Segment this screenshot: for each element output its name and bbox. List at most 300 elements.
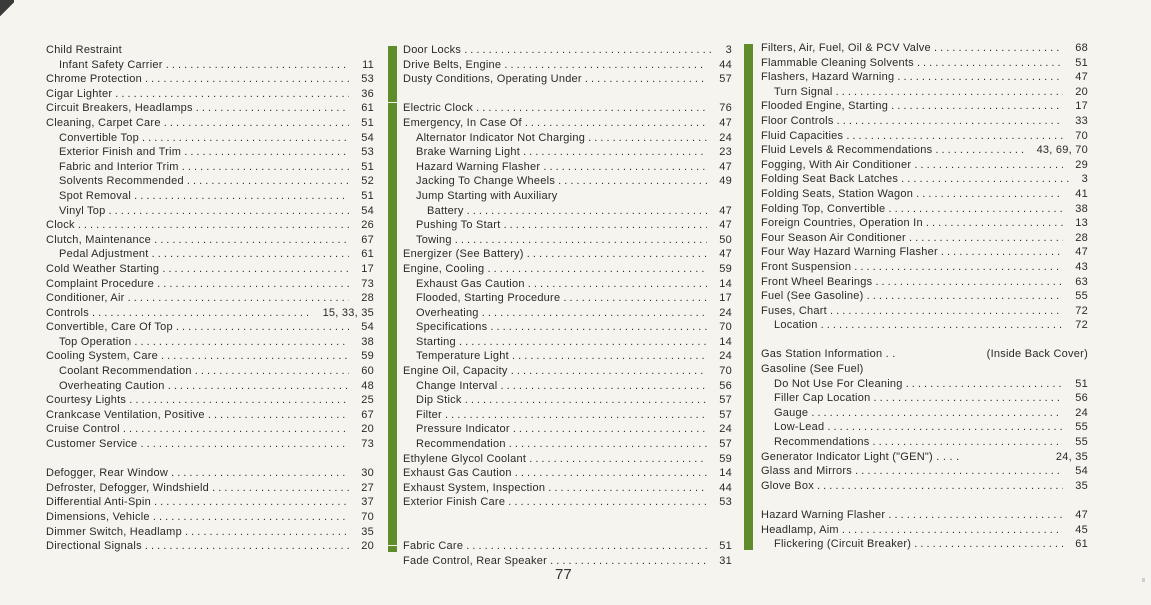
index-entry: [403, 160, 732, 175]
index-entry-page: 55: [1075, 436, 1088, 449]
index-entry-label: Do Not Use For Cleaning . . .: [774, 377, 1063, 392]
index-entry-label: Dimensions, Vehicle . . .: [46, 510, 349, 525]
index-entry-page: 51: [361, 116, 374, 129]
index-entry-page: 20: [1075, 85, 1088, 98]
index-entry-page: 54: [361, 131, 374, 144]
index-entry: [761, 202, 1088, 217]
index-entry-label: Pushing To Start . . .: [416, 218, 707, 233]
index-entry-page: 59: [361, 350, 374, 363]
index-entry-label: Complaint Procedure . . .: [46, 277, 349, 292]
index-entry-label: Four Way Hazard Warning Flasher . . .: [761, 245, 1063, 260]
index-entry: [403, 189, 732, 204]
index-entry-label: Directional Signals . . .: [46, 539, 349, 554]
index-entry: [403, 247, 732, 262]
index-entry: [403, 218, 732, 233]
index-entry-page: 11: [362, 58, 374, 71]
index-entry-label: Fluid Capacities . . .: [761, 129, 1063, 144]
index-entry-page: 15, 33, 35: [322, 306, 374, 319]
index-entry: [46, 247, 374, 262]
index-entry-label: Customer Service . . .: [46, 437, 349, 452]
index-entry: [46, 87, 374, 102]
index-entry-page: 47: [719, 204, 732, 217]
index-entry-page: 24: [719, 131, 732, 144]
index-entry: [403, 101, 732, 116]
index-entry: [46, 422, 374, 437]
index-entry: [403, 437, 732, 452]
index-entry: [761, 158, 1088, 173]
index-entry-label: Differential Anti-Spin . . .: [46, 495, 349, 510]
index-entry-page: 70: [719, 321, 732, 334]
index-entry-label: Fabric Care . . .: [403, 539, 707, 554]
index-entry-label: Engine, Cooling . . .: [403, 262, 707, 277]
index-entry-page: 3: [1081, 173, 1088, 186]
page-corner-fold: [0, 0, 14, 22]
section-marker-bar: [388, 46, 397, 102]
index-entry-label: Glass and Mirrors . . .: [761, 464, 1063, 479]
index-entry: [403, 466, 732, 481]
index-entry-page: 37: [361, 496, 374, 509]
index-entry-label: Pressure Indicator . . .: [416, 422, 707, 437]
index-entry: [761, 231, 1088, 246]
index-entry: [403, 539, 732, 554]
index-entry: [761, 450, 1088, 465]
index-entry-label: Jump Starting with Auxiliary: [416, 189, 558, 202]
index-entry-page: 53: [361, 146, 374, 159]
index-entry: [403, 452, 732, 467]
index-entry-label: Alternator Indicator Not Charging . . .: [416, 131, 707, 146]
index-entry-page: 60: [361, 365, 374, 378]
index-entry-page: 59: [719, 262, 732, 275]
page-number: 77: [555, 566, 572, 583]
index-entry-page: 51: [361, 160, 374, 173]
index-entry-label: Dimmer Switch, Headlamp . . .: [46, 525, 349, 540]
index-entry-label: Convertible, Care Of Top . . .: [46, 320, 349, 335]
index-entry: [46, 408, 374, 423]
index-entry: [46, 43, 374, 58]
index-entry: [403, 422, 732, 437]
index-entry-label: Convertible Top . . .: [59, 131, 349, 146]
index-entry-label: Fuses, Chart . . .: [761, 304, 1063, 319]
index-entry-label: Front Wheel Bearings . . .: [761, 275, 1063, 290]
index-entry-label: Exhaust System, Inspection . . .: [403, 481, 707, 496]
index-entry: [403, 349, 732, 364]
index-entry-label: Battery . . .: [427, 204, 707, 219]
index-entry: [403, 72, 732, 87]
index-entry-label: Vinyl Top . . .: [59, 204, 349, 219]
index-spacer: [403, 510, 732, 525]
index-entry-page: 47: [719, 248, 732, 261]
index-entry-label: Flooded, Starting Procedure . . .: [416, 291, 707, 306]
index-entry: [46, 160, 374, 175]
index-entry-label: Cruise Control . . .: [46, 422, 349, 437]
index-entry-page: 76: [719, 102, 732, 115]
index-entry: [46, 291, 374, 306]
index-entry-label: Courtesy Lights . . .: [46, 393, 349, 408]
index-entry-label: Dusty Conditions, Operating Under . . .: [403, 72, 707, 87]
index-entry: [403, 379, 732, 394]
index-entry: [761, 56, 1088, 71]
index-entry: [46, 204, 374, 219]
index-entry: [761, 129, 1088, 144]
index-entry-label: Four Season Air Conditioner . . .: [761, 231, 1063, 246]
index-entry: [46, 510, 374, 525]
index-entry-label: Hazard Warning Flasher . . .: [761, 508, 1063, 523]
index-entry: [46, 189, 374, 204]
index-entry-label: Glove Box . . .: [761, 479, 1063, 494]
index-entry-label: Circuit Breakers, Headlamps . . .: [46, 101, 349, 116]
index-entry-label: Flickering (Circuit Breaker) . . .: [774, 537, 1063, 552]
index-entry-label: Location . . .: [774, 318, 1063, 333]
index-entry-page: 61: [361, 248, 374, 261]
index-entry-page: 13: [1075, 217, 1088, 230]
index-entry-label: Dip Stick . . .: [416, 393, 707, 408]
index-entry: [403, 306, 732, 321]
index-entry-page: 52: [361, 175, 374, 188]
index-entry-page: 44: [719, 58, 732, 71]
index-entry-page: 24: [719, 306, 732, 319]
index-entry-label: Change Interval . . .: [416, 379, 707, 394]
index-entry-label: Hazard Warning Flasher . . .: [416, 160, 707, 175]
index-entry-label: Fuel (See Gasoline) . . .: [761, 289, 1063, 304]
index-entry-page: 41: [1075, 187, 1088, 200]
index-entry: [46, 306, 374, 321]
section-marker-bar: [388, 103, 397, 545]
index-entry: [403, 291, 732, 306]
index-entry-label: Flashers, Hazard Warning . . .: [761, 70, 1063, 85]
index-column-1: [46, 43, 374, 554]
index-entry-label: Gas Station Information . .: [761, 348, 896, 361]
index-entry: [46, 495, 374, 510]
index-entry-label: Overheating Caution . . .: [59, 379, 349, 394]
index-entry-label: Conditioner, Air . . .: [46, 291, 349, 306]
index-entry-label: Crankcase Ventilation, Positive . . .: [46, 408, 349, 423]
index-entry: [403, 335, 732, 350]
index-entry-page: 56: [719, 379, 732, 392]
index-entry: [46, 335, 374, 350]
index-entry-label: Child Restraint: [46, 44, 122, 56]
index-entry-page: 48: [361, 379, 374, 392]
index-entry-label: Foreign Countries, Operation In . . .: [761, 216, 1063, 231]
index-entry: [761, 216, 1088, 231]
index-entry: [403, 277, 732, 292]
index-entry-label: Defogger, Rear Window . . .: [46, 466, 349, 481]
index-entry-page: 17: [719, 292, 732, 305]
index-entry-page: 24: [719, 350, 732, 363]
index-entry: [403, 364, 732, 379]
index-entry-page: 61: [1075, 538, 1088, 551]
index-entry: [761, 70, 1088, 85]
index-entry-label: Spot Removal . . .: [59, 189, 349, 204]
index-entry: [761, 289, 1088, 304]
index-entry: [46, 277, 374, 292]
index-entry-page: 72: [1075, 304, 1088, 317]
index-entry: [46, 539, 374, 554]
index-entry-label: Recommendation . . .: [416, 437, 707, 452]
index-entry-page: 51: [719, 540, 732, 553]
index-entry-label: Door Locks . . .: [403, 43, 714, 58]
index-entry-page: 17: [361, 262, 374, 275]
index-entry: [761, 260, 1088, 275]
index-entry: [403, 408, 732, 423]
index-entry-label: Clutch, Maintenance . . .: [46, 233, 349, 248]
index-spacer: [761, 333, 1088, 348]
index-entry-page: 28: [361, 292, 374, 305]
index-entry-label: Controls . . .: [46, 306, 311, 321]
index-entry-label: Filler Cap Location . . .: [774, 391, 1063, 406]
index-entry-page: 54: [361, 204, 374, 217]
index-entry-label: Gauge . . .: [774, 406, 1063, 421]
index-entry-page: 27: [361, 481, 374, 494]
index-entry: [761, 479, 1088, 494]
index-entry-page: 51: [1075, 377, 1088, 390]
index-spacer: [403, 525, 732, 540]
index-entry: [403, 174, 732, 189]
index-entry-label: Floor Controls . . .: [761, 114, 1063, 129]
index-entry-page: 47: [719, 116, 732, 129]
index-entry: [761, 99, 1088, 114]
index-entry: [403, 145, 732, 160]
index-entry-label: Electric Clock . . .: [403, 101, 707, 116]
index-entry-page: 53: [361, 73, 374, 86]
index-entry-page: 17: [1075, 100, 1088, 113]
index-entry-page: (Inside Back Cover): [986, 348, 1088, 361]
index-entry: [46, 218, 374, 233]
index-entry-label: Energizer (See Battery) . . .: [403, 247, 707, 262]
index-entry: [761, 523, 1088, 538]
index-entry-page: 38: [361, 335, 374, 348]
index-entry: [403, 43, 732, 58]
index-entry-page: 51: [1075, 56, 1088, 69]
index-entry: [46, 101, 374, 116]
index-entry-label: Defroster, Defogger, Windshield . . .: [46, 481, 349, 496]
index-entry-page: 29: [1075, 158, 1088, 171]
index-entry-page: 55: [1075, 421, 1088, 434]
index-spacer: [46, 452, 374, 467]
index-entry: [761, 187, 1088, 202]
index-entry-label: Recommendations . . .: [774, 435, 1063, 450]
index-entry: [46, 466, 374, 481]
index-entry-page: 24, 35: [1055, 450, 1088, 463]
index-entry-label: Infant Safety Carrier . . .: [59, 58, 350, 73]
index-entry-page: 54: [361, 321, 374, 334]
index-entry-label: Specifications . . .: [416, 320, 707, 335]
index-entry: [403, 204, 732, 219]
index-entry-label: Filters, Air, Fuel, Oil & PCV Valve . . .: [761, 41, 1063, 56]
index-entry-page: 61: [361, 102, 374, 115]
index-entry-page: 53: [719, 496, 732, 509]
index-entry-page: 14: [719, 277, 732, 290]
index-entry-page: 38: [1075, 202, 1088, 215]
index-entry-label: Fabric and Interior Trim . . .: [59, 160, 349, 175]
index-entry-page: 56: [1075, 392, 1088, 405]
index-entry: [46, 349, 374, 364]
index-entry-label: Folding Seats, Station Wagon . . .: [761, 187, 1063, 202]
section-marker-bar: [388, 546, 397, 552]
index-entry: [761, 377, 1088, 392]
index-entry: [761, 464, 1088, 479]
index-entry-page: 59: [719, 452, 732, 465]
index-entry: [403, 481, 732, 496]
index-entry-label: Ethylene Glycol Coolant . . .: [403, 452, 707, 467]
index-entry: [403, 393, 732, 408]
index-entry-label: Fluid Levels & Recommendations . . .: [761, 143, 1025, 158]
index-entry-label: Turn Signal . . .: [774, 85, 1063, 100]
index-entry: [46, 525, 374, 540]
index-entry-label: Fogging, With Air Conditioner . . .: [761, 158, 1063, 173]
index-entry-label: Brake Warning Light . . .: [416, 145, 707, 160]
index-entry-label: Generator Indicator Light ("GEN") . . . .: [761, 450, 960, 463]
index-entry-page: 47: [719, 160, 732, 173]
index-entry-label: Filter . . .: [416, 408, 707, 423]
index-entry: [761, 245, 1088, 260]
index-entry: [761, 304, 1088, 319]
index-entry: [761, 172, 1088, 187]
index-entry: [46, 174, 374, 189]
index-entry: [761, 114, 1088, 129]
index-entry-page: 51: [361, 189, 374, 202]
section-marker-bar: [744, 44, 753, 550]
index-entry: [403, 262, 732, 277]
index-entry-label: Cleaning, Carpet Care . . .: [46, 116, 349, 131]
index-entry-label: Cigar Lighter . . .: [46, 87, 349, 102]
index-entry-page: 67: [361, 408, 374, 421]
index-entry-page: 47: [1075, 509, 1088, 521]
index-entry-page: 55: [1075, 290, 1088, 303]
index-entry: [46, 379, 374, 394]
index-entry: [761, 347, 1088, 362]
index-entry-label: Fade Control, Rear Speaker . . .: [403, 554, 707, 569]
index-entry-page: 72: [1075, 319, 1088, 332]
page-edge-mark: [1142, 578, 1145, 582]
index-entry-label: Exhaust Gas Caution . . .: [416, 277, 707, 292]
index-entry-page: 49: [719, 175, 732, 188]
index-entry-page: 54: [1075, 465, 1088, 478]
index-entry-page: 44: [719, 481, 732, 494]
index-entry: [46, 393, 374, 408]
index-entry-page: 35: [1075, 479, 1088, 492]
index-entry-page: 33: [1075, 114, 1088, 127]
index-entry-label: Towing . . .: [416, 233, 707, 248]
index-entry: [46, 437, 374, 452]
index-entry-label: Starting . . .: [416, 335, 707, 350]
index-entry-label: Front Suspension . . .: [761, 260, 1063, 275]
index-entry-page: 45: [1075, 523, 1088, 536]
index-entry-page: 20: [361, 423, 374, 436]
index-entry: [403, 233, 732, 248]
index-entry: [761, 85, 1088, 100]
index-entry: [403, 495, 732, 510]
index-entry: [761, 406, 1088, 421]
index-entry: [761, 435, 1088, 450]
index-entry: [761, 41, 1088, 56]
index-entry: [403, 131, 732, 146]
index-entry-page: 47: [1075, 246, 1088, 259]
index-entry-label: Gasoline (See Fuel): [761, 363, 864, 376]
index-column-3: [761, 41, 1088, 552]
index-entry-label: Folding Seat Back Latches . . .: [761, 172, 1070, 187]
index-entry: [761, 508, 1088, 523]
index-entry-page: 14: [719, 467, 732, 480]
index-entry-label: Exterior Finish Care . . .: [403, 495, 707, 510]
index-entry: [46, 72, 374, 87]
index-entry-page: 73: [361, 438, 374, 451]
index-entry-label: Emergency, In Case Of . . .: [403, 116, 707, 131]
index-entry-page: 23: [719, 146, 732, 159]
index-entry-label: Exhaust Gas Caution . . .: [403, 466, 707, 481]
index-entry-label: Folding Top, Convertible . . .: [761, 202, 1063, 217]
index-entry: [403, 116, 732, 131]
index-entry-page: 36: [361, 87, 374, 100]
index-entry-page: 70: [719, 365, 732, 378]
index-entry-page: 3: [725, 44, 732, 56]
index-entry-page: 57: [719, 394, 732, 407]
index-entry: [403, 320, 732, 335]
index-entry: [46, 58, 374, 73]
index-entry: [46, 145, 374, 160]
index-entry-label: Flooded Engine, Starting . . .: [761, 99, 1063, 114]
index-entry: [46, 131, 374, 146]
index-entry: [46, 364, 374, 379]
index-entry-page: 50: [719, 233, 732, 246]
index-entry-label: Drive Belts, Engine . . .: [403, 58, 707, 73]
index-entry: [46, 116, 374, 131]
index-entry: [761, 537, 1088, 552]
index-entry: [761, 391, 1088, 406]
index-entry-label: Headlamp, Aim . . .: [761, 523, 1063, 538]
index-entry-label: Coolant Recommendation . . .: [59, 364, 349, 379]
index-entry-page: 25: [361, 394, 374, 407]
index-entry-label: Top Operation . . .: [59, 335, 349, 350]
index-entry-page: 14: [719, 335, 732, 348]
index-entry-page: 68: [1075, 42, 1088, 54]
index-entry-label: Overheating . . .: [416, 306, 707, 321]
index-entry: [761, 318, 1088, 333]
index-entry-page: 63: [1075, 275, 1088, 288]
index-entry-page: 20: [361, 540, 374, 553]
index-entry-label: Clock . . .: [46, 218, 349, 233]
index-entry: [761, 275, 1088, 290]
index-entry: [46, 320, 374, 335]
index-entry: [761, 143, 1088, 158]
index-entry-label: Exterior Finish and Trim . . .: [59, 145, 349, 160]
index-entry-page: 31: [719, 554, 732, 567]
index-entry-label: Low-Lead . . .: [774, 420, 1063, 435]
index-entry: [761, 362, 1088, 377]
index-entry-page: 43: [1075, 260, 1088, 273]
index-entry-page: 57: [719, 408, 732, 421]
index-entry-label: Jacking To Change Wheels . . .: [416, 174, 707, 189]
index-entry-page: 30: [361, 467, 374, 480]
index-entry-page: 24: [719, 423, 732, 436]
index-entry-page: 57: [719, 73, 732, 86]
index-entry: [403, 58, 732, 73]
index-entry-page: 73: [361, 277, 374, 290]
index-entry-page: 67: [361, 233, 374, 246]
index-entry-label: Pedal Adjustment . . .: [59, 247, 349, 262]
index-entry-label: Temperature Light . . .: [416, 349, 707, 364]
index-entry-page: 47: [1075, 71, 1088, 84]
index-entry-page: 70: [1075, 129, 1088, 142]
index-entry-page: 43, 69, 70: [1036, 144, 1088, 157]
index-column-2: [403, 43, 732, 568]
index-entry-label: Cold Weather Starting . . .: [46, 262, 349, 277]
index-entry-page: 57: [719, 438, 732, 451]
index-spacer: [761, 493, 1088, 508]
index-entry: [46, 481, 374, 496]
index-entry: [761, 420, 1088, 435]
index-entry-label: Chrome Protection . . .: [46, 72, 349, 87]
index-entry-label: Engine Oil, Capacity . . .: [403, 364, 707, 379]
